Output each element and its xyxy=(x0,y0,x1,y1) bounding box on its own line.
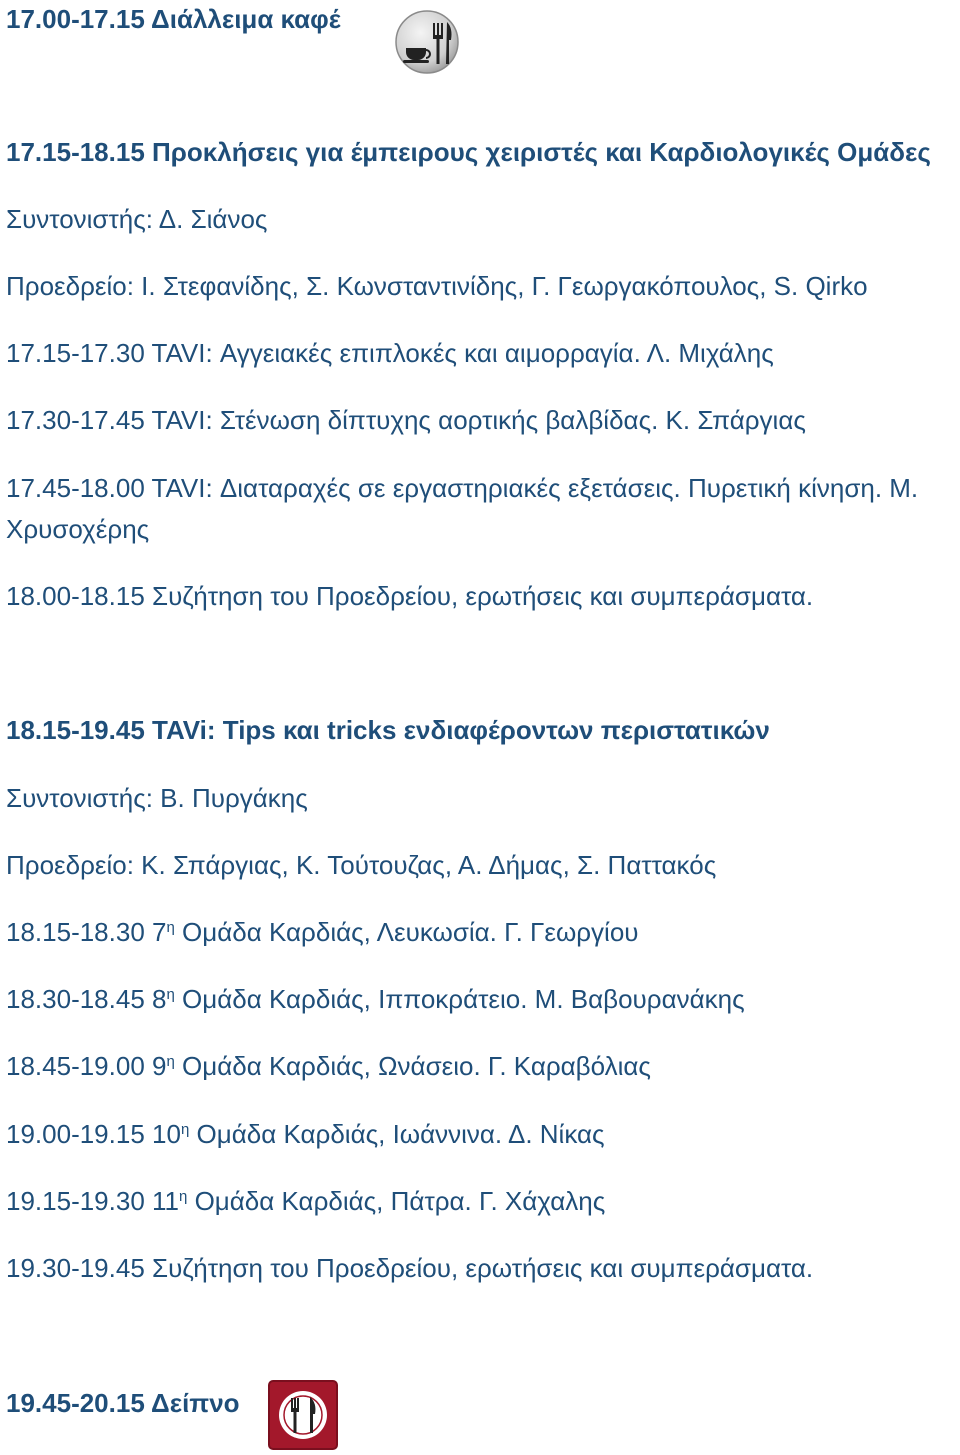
session1-title: 17.15-18.15 Προκλήσεις για έμπειρους χειριστές και Καρδιολογικές Ομάδες xyxy=(6,137,931,167)
talk-ordinal: η xyxy=(179,1188,188,1205)
talk-detail: Ομάδα Καρδιάς, Ωνάσειο. Γ. Καραβόλιας xyxy=(174,1051,651,1081)
session2-talk-1 xyxy=(6,917,639,947)
session2-talk-3 xyxy=(6,1051,651,1081)
session1-presidium: Προεδρείο: Ι. Στεφανίδης, Σ. Κωνσταντινίδης, Γ. Γεωργακόπουλος, S. Qirko xyxy=(6,271,868,301)
session2-talk-4 xyxy=(6,1119,605,1149)
session2-talk-2 xyxy=(6,984,745,1014)
session1-talk-1: 17.15-17.30 TAVI: Αγγειακές επιπλοκές και αιμορραγία. Λ. Μιχάλης xyxy=(6,338,774,368)
session1-talk-3-speaker: Χρυσοχέρης xyxy=(6,514,150,544)
talk-ordinal: η xyxy=(166,919,175,936)
talk-time: 18.45-19.00 9 xyxy=(6,1051,167,1081)
talk-ordinal: η xyxy=(166,986,175,1003)
dinner-icon xyxy=(268,1380,338,1455)
coffee-break-heading: 17.00-17.15 Διάλλειμα καφέ xyxy=(6,4,341,34)
session1-talk-2: 17.30-17.45 TAVI: Στένωση δίπτυχης αορτικής βαλβίδας. Κ. Σπάργιας xyxy=(6,405,806,435)
talk-detail: Ομάδα Καρδιάς, Πάτρα. Γ. Χάχαλης xyxy=(187,1186,606,1216)
talk-ordinal: η xyxy=(180,1121,190,1138)
talk-time: 18.15-18.30 7 xyxy=(6,917,167,947)
talk-ordinal: η xyxy=(166,1053,175,1070)
session2-talk-5 xyxy=(6,1186,605,1216)
talk-time: 19.15-19.30 11 xyxy=(6,1186,179,1216)
talk-time: 19.00-19.15 10 xyxy=(6,1119,181,1149)
talk-detail: Ομάδα Καρδιάς, Λευκωσία. Γ. Γεωργίου xyxy=(174,917,639,947)
session1-talk-3: 17.45-18.00 TAVI: Διαταραχές σε εργαστηριακές εξετάσεις. Πυρετική κίνηση. Μ. xyxy=(6,473,919,503)
session1-discussion: 18.00-18.15 Συζήτηση του Προεδρείου, ερωτήσεις και συμπεράσματα. xyxy=(6,581,814,611)
session2-discussion: 19.30-19.45 Συζήτηση του Προεδρείου, ερωτήσεις και συμπεράσματα. xyxy=(6,1253,814,1283)
talk-time: 18.30-18.45 8 xyxy=(6,984,167,1014)
coffee-icon xyxy=(393,8,461,81)
talk-detail: Ομάδα Καρδιάς, Ιπποκράτειο. Μ. Βαβουρανάκης xyxy=(174,984,745,1014)
session2-title: 18.15-19.45 TAVi: Tips και tricks ενδιαφέροντων περιστατικών xyxy=(6,715,770,745)
session1-coordinator: Συντονιστής: Δ. Σιάνος xyxy=(6,204,268,234)
session2-coordinator: Συντονιστής: Β. Πυργάκης xyxy=(6,783,308,813)
dinner-heading: 19.45-20.15 Δείπνο xyxy=(6,1388,240,1418)
session2-presidium: Προεδρείο: Κ. Σπάργιας, Κ. Τούτουζας, Α. Δήμας, Σ. Παττακός xyxy=(6,850,717,880)
talk-detail: Ομάδα Καρδιάς, Ιωάννινα. Δ. Νίκας xyxy=(189,1119,605,1149)
